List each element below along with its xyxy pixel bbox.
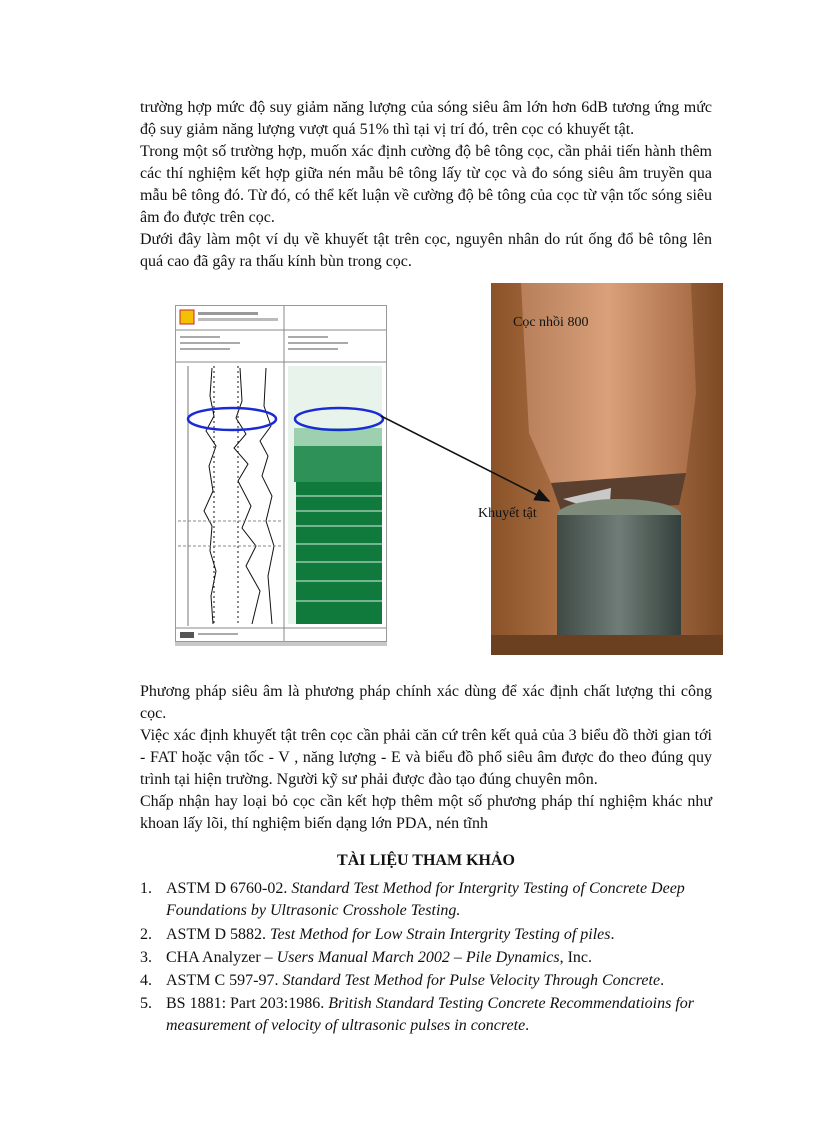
crosshole-log-graphic [176,306,386,641]
reference-item: 1. ASTM D 6760-02. Standard Test Method for Intergrity Testing of Concrete Deep Foundations by Ultrasonic Crosshole Testing. [140,880,685,919]
paragraph-4: Phương pháp siêu âm là phương pháp chính xác dùng để xác định chất lượng thi công cọc. [140,683,712,722]
defect-label: Khuyết tật [478,506,537,521]
paragraph-5: Việc xác định khuyết tật trên cọc cần phải căn cứ trên kết quả của 3 biểu đồ thời gian tới - FAT hoặc vận tốc - V , năng lượng - E và biểu đồ phổ siêu âm được đo theo đúng quy trình tại hiện trường. Người kỹ sư phải được đào tạo đúng chuyên môn. [140,727,712,788]
defect-example-figure [175,283,723,655]
paragraph-6: Chấp nhận hay loại bỏ cọc cần kết hợp thêm một số phương pháp thí nghiệm khác như khoan lấy lõi, thí nghiệm biến dạng lớn PDA, nén tĩnh [140,793,712,832]
pile-photo-graphic [491,283,723,655]
defect-ellipse-left [188,408,276,430]
ultrasonic-spectrum [288,366,382,624]
pile-photo-label: Cọc nhồi 800 [513,315,589,330]
paragraph-2: Trong một số trường hợp, muốn xác định cường độ bê tông cọc, cần phải tiến hành thêm các thí nghiệm kết hợp giữa nén mẫu bê tông lấy từ cọc và đo sóng siêu âm truyền qua mẫu bê tông đó. Từ đó, có thể kết luận về cường độ bê tông của cọc từ vận tốc sóng siêu âm đo được trên cọc. [140,143,712,226]
logo-icon [180,310,194,324]
pile-photo [478,283,723,655]
reference-item: 3. CHA Analyzer – Users Manual March 2002 – Pile Dynamics, Inc. [140,949,593,966]
crosshole-log-printout [175,305,387,642]
references-title: TÀI LIỆU THAM KHẢO [337,852,515,869]
paragraph-3: Dưới đây làm một ví dụ về khuyết tật trên cọc, nguyên nhân do rút ống đổ bê tông lên quá cao đã gây ra thấu kính bùn trong cọc. [140,231,712,270]
reference-item: 2. ASTM D 5882. Test Method for Low Strain Intergrity Testing of piles. [140,926,615,943]
paragraph-1: trường hợp mức độ suy giảm năng lượng của sóng siêu âm lớn hơn 6dB tương ứng mức độ suy giảm năng lượng vượt quá 51% thì tại vị trí đó, trên cọc có khuyết tật. [140,99,712,138]
reference-item: 5. BS 1881: Part 203:1986. British Standard Testing Concrete Recommendatioins for measurement of velocity of ultrasonic pulses in concrete. [140,995,694,1034]
reference-item: 4. ASTM C 597-97. Standard Test Method for Pulse Velocity Through Concrete. [140,972,665,989]
figure-shadow-bar [175,642,387,646]
